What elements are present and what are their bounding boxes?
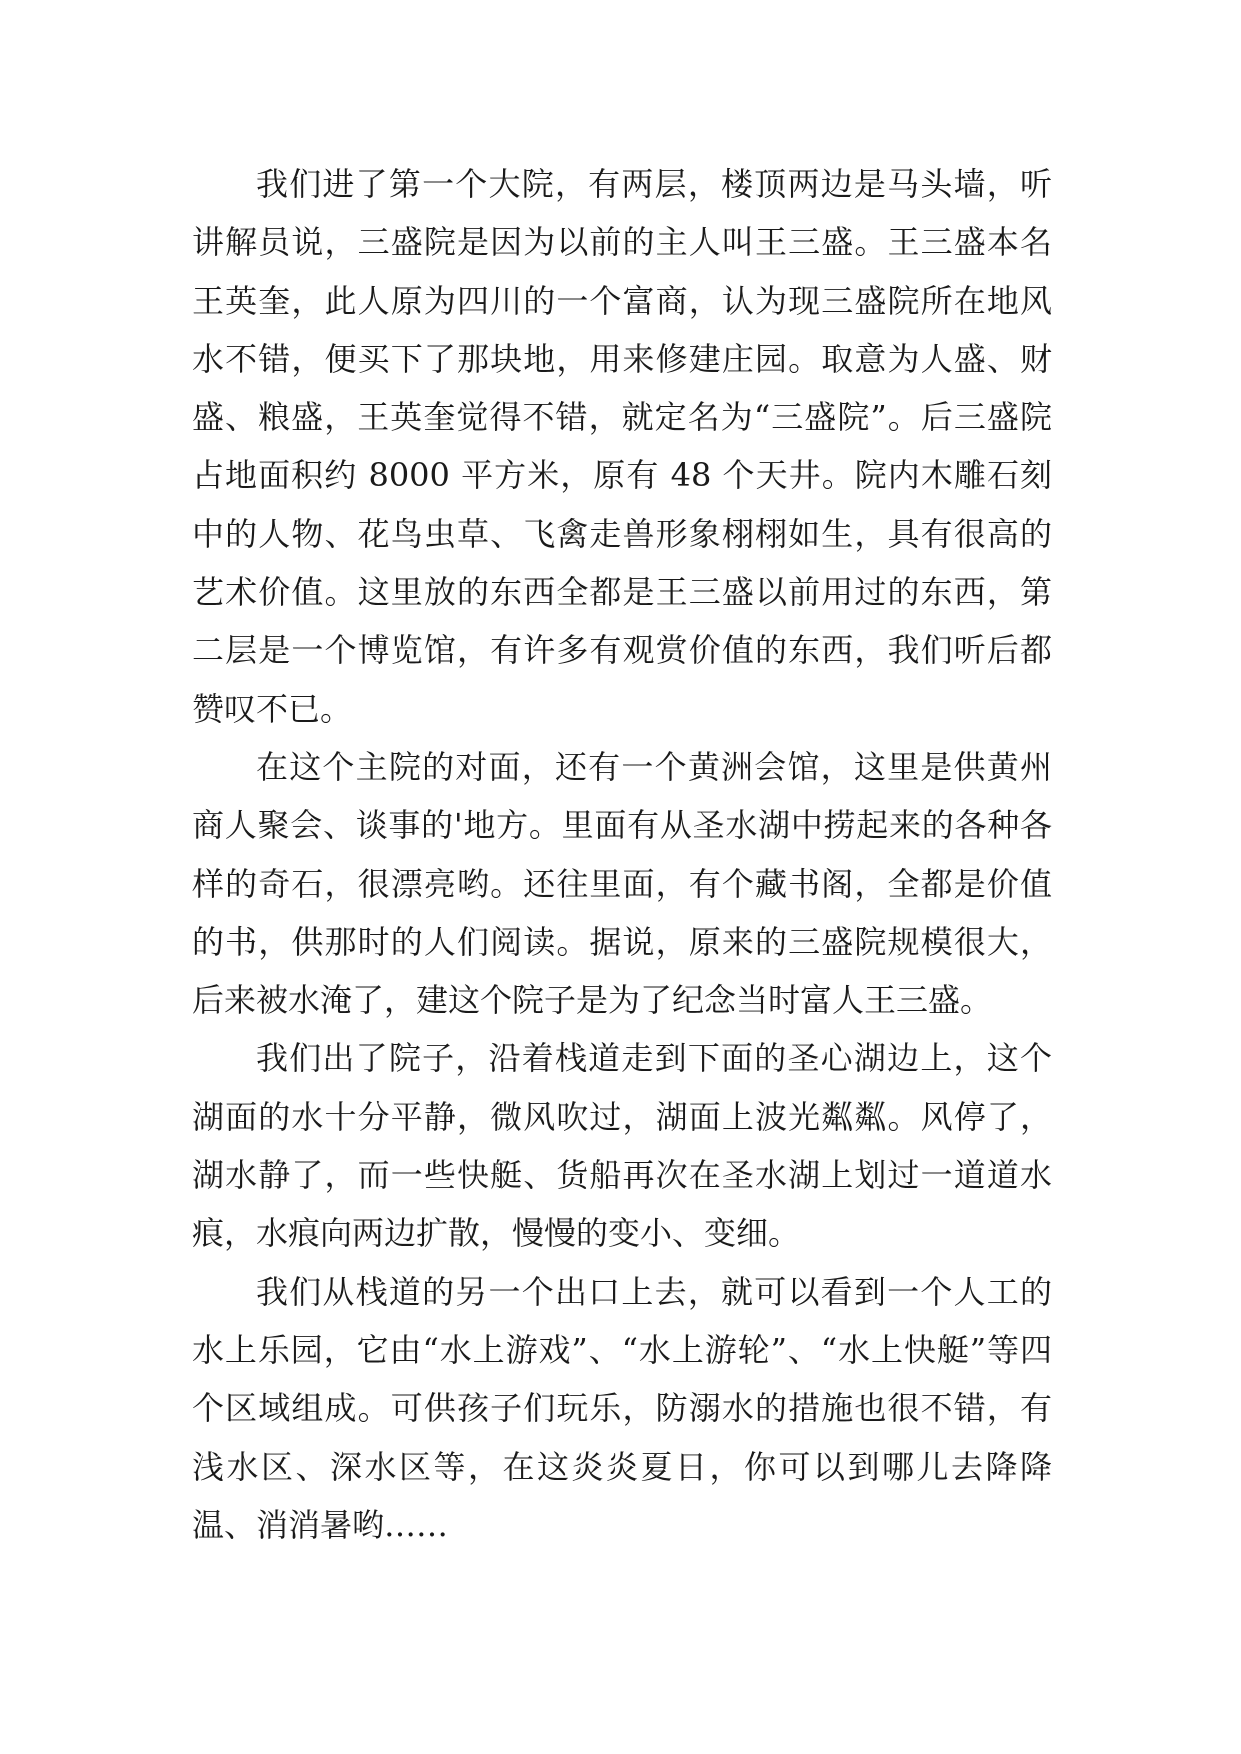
paragraph-1: 我们进了第一个大院，有两层，楼顶两边是马头墙，听讲解员说，三盛院是因为以前的主人叫王三盛。王三盛本名王英奎，此人原为四川的一个富商，认为现三盛院所在地风水不错，便买下了那块地，用来修建庄园。取意为人盛、财盛、粮盛，王英奎觉得不错，就定名为“三盛院”。后三盛院占地面积约 8000 平方米，原有 48 个天井。院内木雕石刻中的人物、花鸟虫草、飞禽走兽形象栩栩如生，具有很高的艺术价值。这里放的东西全都是王三盛以前用过的东西，第二层是一个博览馆，有许多有观赏价值的东西，我们听后都赞叹不已。 [192,165,1052,728]
paragraph-2: 在这个主院的对面，还有一个黄洲会馆，这里是供黄州商人聚会、谈事的'地方。里面有从圣水湖中捞起来的各种各样的奇石，很漂亮哟。还往里面，有个藏书阁，全都是价值的书，供那时的人们阅读。据说，原来的三盛院规模很大，后来被水淹了，建这个院子是为了纪念当时富人王三盛。 [192,747,1052,1020]
paragraph-4: 我们从栈道的另一个出口上去，就可以看到一个人工的水上乐园，它由“水上游戏”、“水上游轮”、“水上快艇”等四个区域组成。可供孩子们玩乐，防溺水的措施也很不错，有浅水区、深水区等，在这炎炎夏日，你可以到哪儿去降降温、消消暑哟…… [192,1272,1052,1544]
paragraph-3: 我们出了院子，沿着栈道走到下面的圣心湖边上，这个湖面的水十分平静，微风吹过，湖面上波光粼粼。风停了，湖水静了，而一些快艇、货船再次在圣水湖上划过一道道水痕，水痕向两边扩散，慢慢的变小、变细。 [192,1039,1052,1253]
article-body [192,155,1052,1554]
